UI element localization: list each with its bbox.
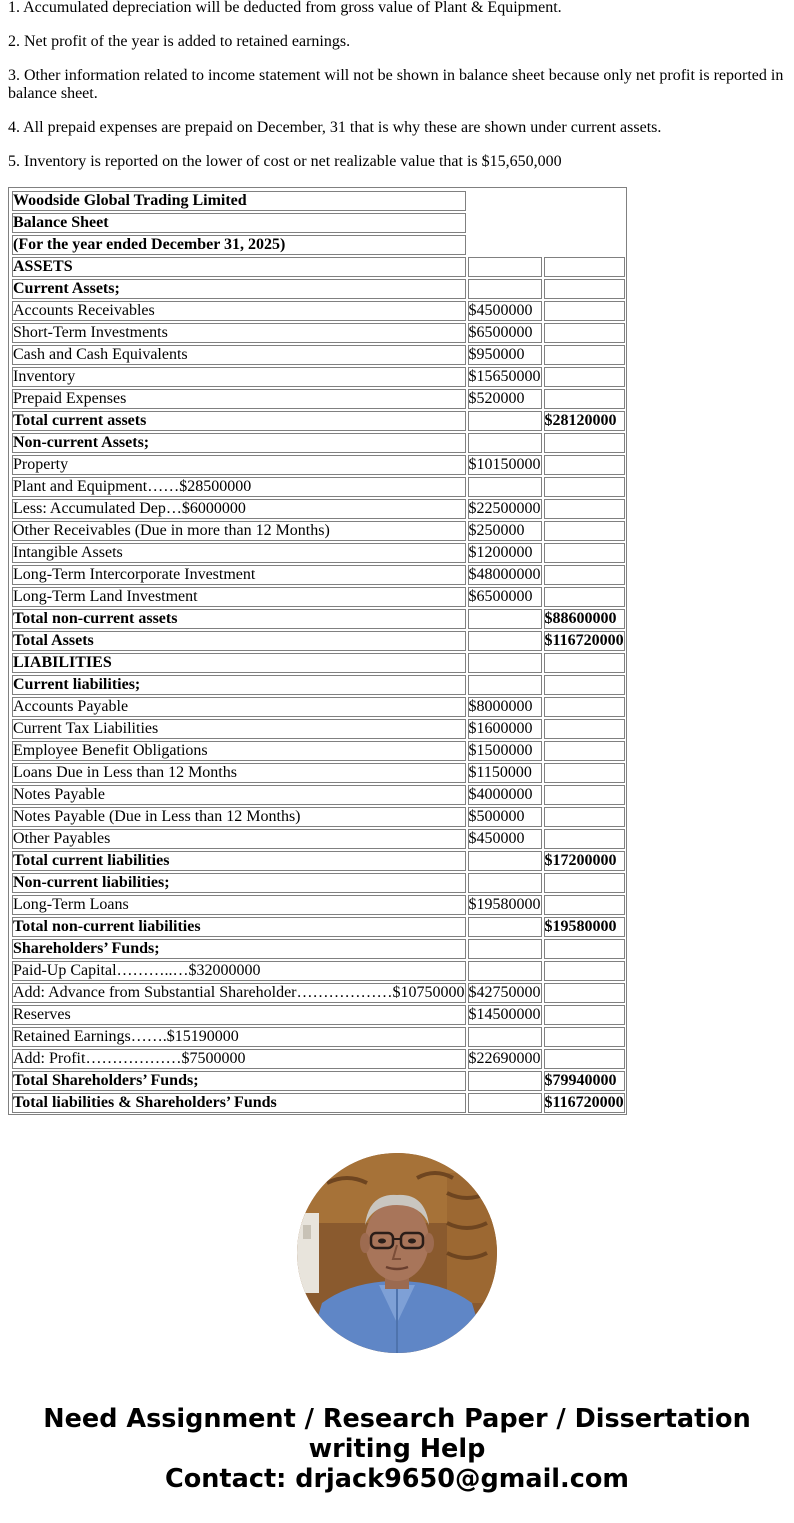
row-label: Other Receivables (Due in more than 12 Months) — [12, 521, 466, 541]
row-total: $79940000 — [544, 1071, 625, 1091]
row-total — [544, 719, 625, 739]
promo-line-2: writing Help — [308, 1434, 486, 1464]
header-row — [12, 191, 625, 211]
row-amount: $8000000 — [468, 697, 542, 717]
row-label: Less: Accumulated Dep…$6000000 — [12, 499, 466, 519]
row-label: Total Assets — [12, 631, 466, 651]
row-label: Total current assets — [12, 411, 466, 431]
table-row — [12, 543, 625, 563]
promo-banner — [0, 1404, 794, 1494]
table-row — [12, 653, 625, 673]
row-total — [544, 345, 625, 365]
row-total — [544, 983, 625, 1003]
row-label: Inventory — [12, 367, 466, 387]
row-total — [544, 455, 625, 475]
table-row — [12, 983, 625, 1003]
row-total — [544, 807, 625, 827]
row-amount — [468, 675, 542, 695]
sheet-period: (For the year ended December 31, 2025) — [12, 235, 466, 255]
table-row — [12, 961, 625, 981]
row-total: $17200000 — [544, 851, 625, 871]
row-total — [544, 389, 625, 409]
row-label: Non-current Assets; — [12, 433, 466, 453]
table-row — [12, 1027, 625, 1047]
row-amount — [468, 257, 542, 277]
row-amount: $14500000 — [468, 1006, 541, 1023]
table-row — [12, 257, 625, 277]
row-total — [544, 895, 625, 915]
row-amount: $1200000 — [468, 543, 542, 563]
row-amount: $42750000 — [468, 984, 541, 1001]
table-row — [12, 477, 625, 497]
row-amount — [468, 279, 542, 299]
row-label: Add: Advance from Substantial Shareholder………………$10750000 — [13, 984, 465, 1001]
row-amount: $22690000 — [468, 1050, 541, 1067]
promo-contact: Contact: drjack9650@gmail.com — [165, 1464, 629, 1494]
row-total — [544, 829, 625, 849]
table-row — [12, 785, 625, 805]
row-amount: $4000000 — [468, 785, 542, 805]
table-row — [12, 851, 625, 871]
table-row — [12, 939, 625, 959]
row-amount — [468, 873, 542, 893]
row-label: Intangible Assets — [12, 543, 466, 563]
table-row — [12, 455, 625, 475]
row-total — [544, 499, 625, 519]
row-amount — [468, 1027, 542, 1047]
company-name: Woodside Global Trading Limited — [12, 191, 466, 211]
sheet-title: Balance Sheet — [12, 213, 466, 233]
table-row — [12, 521, 625, 541]
table-row — [12, 873, 625, 893]
note-5: 5. Inventory is reported on the lower of cost or net realizable value that is $15,650,000 — [8, 153, 562, 170]
row-total — [544, 653, 625, 673]
row-amount: $10150000 — [468, 456, 541, 473]
table-row — [12, 367, 625, 387]
row-label: Total non-current liabilities — [12, 917, 466, 937]
table-row — [12, 1093, 625, 1113]
row-label: Notes Payable — [12, 785, 466, 805]
row-amount — [468, 433, 542, 453]
row-total: $28120000 — [544, 411, 625, 431]
row-amount — [468, 917, 542, 937]
header-row — [12, 235, 625, 255]
row-total — [544, 741, 625, 761]
table-row — [12, 697, 625, 717]
row-amount: $1500000 — [468, 741, 542, 761]
balance-sheet-table — [10, 189, 627, 1115]
row-amount: $1150000 — [468, 763, 542, 783]
row-amount — [468, 1071, 542, 1091]
promo-line-1: Need Assignment / Research Paper / Dissertation — [43, 1404, 751, 1434]
row-total — [544, 477, 625, 497]
note-2: 2. Net profit of the year is added to retained earnings. — [8, 33, 351, 50]
table-row — [12, 499, 625, 519]
row-total — [544, 785, 625, 805]
table-row — [12, 741, 625, 761]
row-label: Short-Term Investments — [12, 323, 466, 343]
row-total — [544, 323, 625, 343]
row-amount: $950000 — [468, 345, 542, 365]
row-label: Property — [12, 455, 466, 475]
row-label: Current liabilities; — [12, 675, 466, 695]
table-row — [12, 917, 625, 937]
row-amount: $6500000 — [468, 323, 542, 343]
row-amount: $19580000 — [468, 896, 541, 913]
row-total — [544, 1005, 625, 1025]
row-total — [544, 939, 625, 959]
table-row — [12, 1005, 625, 1025]
row-label: Employee Benefit Obligations — [12, 741, 466, 761]
row-amount: $520000 — [468, 389, 542, 409]
table-row — [12, 763, 625, 783]
row-total — [544, 1049, 625, 1069]
row-label: Total current liabilities — [12, 851, 466, 871]
row-total — [544, 279, 625, 299]
row-label: ASSETS — [12, 257, 466, 277]
row-amount — [468, 961, 542, 981]
row-label: Add: Profit………………$7500000 — [12, 1049, 466, 1069]
row-label: Non-current liabilities; — [12, 873, 466, 893]
table-row — [12, 719, 625, 739]
header-row — [12, 213, 625, 233]
row-amount — [468, 477, 542, 497]
row-total: $116720000 — [544, 1094, 624, 1111]
note-1: 1. Accumulated depreciation will be deducted from gross value of Plant & Equipment. — [8, 0, 562, 16]
row-amount — [468, 851, 542, 871]
row-total — [544, 763, 625, 783]
row-total: $19580000 — [544, 917, 625, 937]
table-row — [12, 565, 625, 585]
table-row — [12, 1049, 625, 1069]
row-label: Loans Due in Less than 12 Months — [12, 763, 466, 783]
table-row — [12, 433, 625, 453]
row-label: Plant and Equipment……$28500000 — [12, 477, 466, 497]
row-amount: $15650000 — [468, 368, 541, 385]
table-row — [12, 411, 625, 431]
row-label: Other Payables — [12, 829, 466, 849]
row-label: Total liabilities & Shareholders’ Funds — [12, 1093, 466, 1113]
row-total — [544, 257, 625, 277]
row-amount: $450000 — [468, 829, 542, 849]
row-total — [544, 697, 625, 717]
row-total — [544, 433, 625, 453]
row-label: Long-Term Loans — [12, 895, 466, 915]
table-row — [12, 807, 625, 827]
row-total — [544, 675, 625, 695]
row-amount: $4500000 — [468, 301, 542, 321]
balance-sheet-frame — [8, 187, 627, 1115]
table-row — [12, 389, 625, 409]
row-label: Prepaid Expenses — [12, 389, 466, 409]
row-amount: $500000 — [468, 807, 542, 827]
row-amount: $22500000 — [468, 500, 541, 517]
note-3: 3. Other information related to income statement will not be shown in balance sheet because only net profit is reported in balance sheet. — [8, 67, 784, 102]
row-label: LIABILITIES — [12, 653, 466, 673]
row-label: Reserves — [12, 1005, 466, 1025]
row-total — [544, 587, 625, 607]
row-total — [544, 873, 625, 893]
row-total — [544, 521, 625, 541]
row-amount: $1600000 — [468, 719, 542, 739]
row-amount — [468, 939, 542, 959]
row-label: Accounts Payable — [12, 697, 466, 717]
table-row — [12, 1071, 625, 1091]
row-amount — [468, 1093, 542, 1113]
row-label: Total non-current assets — [12, 609, 466, 629]
row-amount — [468, 609, 542, 629]
author-photo — [297, 1153, 497, 1353]
row-amount: $250000 — [468, 521, 542, 541]
row-total — [544, 1027, 625, 1047]
row-amount: $48000000 — [468, 566, 541, 583]
row-total: $116720000 — [544, 632, 624, 649]
row-amount — [468, 653, 542, 673]
row-label: Retained Earnings…….$15190000 — [12, 1027, 466, 1047]
table-row — [12, 345, 625, 365]
table-row — [12, 675, 625, 695]
row-label: Long-Term Land Investment — [12, 587, 466, 607]
note-4: 4. All prepaid expenses are prepaid on December, 31 that is why these are shown under current assets. — [8, 119, 662, 136]
row-label: Notes Payable (Due in Less than 12 Months) — [12, 807, 466, 827]
row-total: $88600000 — [544, 609, 625, 629]
table-row — [12, 279, 625, 299]
table-row — [12, 631, 625, 651]
table-row — [12, 323, 625, 343]
row-label: Accounts Receivables — [12, 301, 466, 321]
table-row — [12, 609, 625, 629]
row-label: Cash and Cash Equivalents — [12, 345, 466, 365]
row-label: Current Assets; — [12, 279, 466, 299]
row-total — [544, 961, 625, 981]
row-amount: $6500000 — [468, 587, 542, 607]
row-total — [544, 543, 625, 563]
row-label: Total Shareholders’ Funds; — [12, 1071, 466, 1091]
row-amount — [468, 631, 542, 651]
table-row — [12, 829, 625, 849]
row-label: Current Tax Liabilities — [12, 719, 466, 739]
table-row — [12, 895, 625, 915]
row-label: Shareholders’ Funds; — [12, 939, 466, 959]
row-total — [544, 301, 625, 321]
row-amount — [468, 411, 542, 431]
row-total — [544, 565, 625, 585]
row-label: Paid-Up Capital………..…$32000000 — [12, 961, 466, 981]
row-label: Long-Term Intercorporate Investment — [12, 565, 466, 585]
author-avatar — [297, 1153, 497, 1353]
table-row — [12, 301, 625, 321]
row-total — [544, 367, 625, 387]
table-row — [12, 587, 625, 607]
